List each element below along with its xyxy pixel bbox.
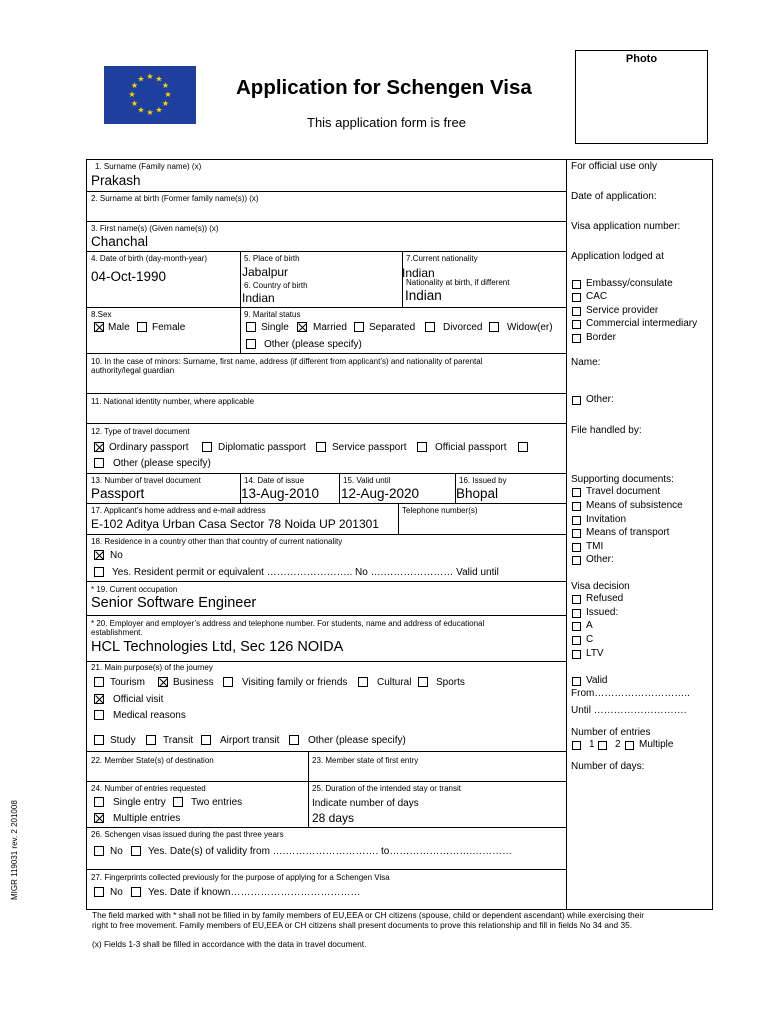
nationality-at-birth-label: Nationality at birth, if different (406, 278, 510, 287)
purpose-other-label: Other (please specify) (308, 735, 406, 746)
official-date-of-application: Date of application: (571, 191, 657, 202)
purpose-study-checkbox[interactable] (94, 735, 104, 745)
official-invitation-checkbox[interactable] (572, 516, 581, 525)
residence-yes-label: Yes. Resident permit or equivalent …………………….. No ….………………… Valid until (112, 567, 499, 578)
svg-text:★: ★ (155, 105, 163, 115)
eu-flag-logo (104, 66, 196, 124)
entries-single-checkbox[interactable] (94, 797, 104, 807)
telephone-label: Telephone number(s) (402, 506, 478, 515)
purpose-official-checkbox[interactable] (94, 694, 104, 704)
date-of-birth-label: 4. Date of birth (day-month-year) (91, 254, 208, 263)
travel-document-type-label: 12. Type of travel document (91, 427, 190, 436)
official-a-checkbox[interactable] (572, 622, 581, 631)
first-name-label: 3. First name(s) (Given name(s)) (x) (91, 224, 219, 233)
svg-text:★: ★ (164, 90, 172, 99)
official-a-label: A (586, 620, 593, 631)
form-code: MIGR 119031 rev. 2 201008 (10, 800, 19, 900)
official-border-label: Border (586, 332, 617, 343)
official-cac-label: CAC (586, 291, 608, 302)
occupation-label: * 19. Current occupation (91, 585, 178, 594)
sex-male-checkbox[interactable] (94, 322, 104, 332)
footer-note-1-line-1: The field marked with * shall not be filled in by family members of EU,EEA or CH citizens (spouse, child or dependent ascendant) while exercising their (92, 910, 645, 920)
purpose-business-checkbox[interactable] (158, 677, 168, 687)
svg-text:★: ★ (161, 81, 170, 90)
official-visa-application-number: Visa application number: (571, 221, 681, 232)
marital-divorced-checkbox[interactable] (425, 322, 435, 332)
entries-multiple-label: Multiple entries (113, 813, 181, 824)
purpose-medical-checkbox[interactable] (94, 710, 104, 720)
marital-other-checkbox[interactable] (246, 339, 256, 349)
first-entry-state-label: 23. Member state of first entry (312, 756, 419, 765)
national-id-label: 11. National identity number, where applicable (91, 397, 255, 406)
date-of-birth-value[interactable]: 04-Oct-1990 (91, 269, 167, 284)
official-other2-label: Other: (586, 554, 614, 565)
surname-at-birth-label: 2. Surname at birth (Former family name(s)) (x) (91, 194, 259, 203)
doc-service-label: Service passport (332, 442, 407, 453)
official-number-of-entries: Number of entries (571, 727, 651, 738)
official-valid-label: Valid (586, 675, 608, 686)
residence-label: 18. Residence in a country other than that country of current nationality (91, 537, 343, 546)
duration-value[interactable]: 28 days (312, 811, 355, 825)
doc-diplomatic-label: Diplomatic passport (218, 442, 306, 453)
svg-text:★: ★ (130, 81, 139, 90)
fingerprints-no-label: No (110, 887, 123, 898)
official-transport-label: Means of transport (586, 527, 670, 538)
purpose-tourism-checkbox[interactable] (94, 677, 104, 687)
marital-separated-checkbox[interactable] (354, 322, 364, 332)
official-issued-checkbox[interactable] (572, 609, 581, 618)
marital-widow-label: Widow(er) (507, 322, 553, 333)
marital-married-label: Married (313, 322, 347, 333)
official-border-checkbox[interactable] (572, 334, 581, 343)
current-nationality-value[interactable]: Indian (402, 266, 435, 280)
minors-guardian-label-2: authority/legal guardian (91, 366, 175, 375)
fingerprints-no-checkbox[interactable] (94, 887, 104, 897)
photo-box[interactable] (575, 50, 708, 144)
official-other2-checkbox[interactable] (572, 556, 581, 565)
issued-by-label: 16. Issued by (459, 476, 507, 485)
official-use-title: For official use only (571, 161, 657, 172)
official-invitation-label: Invitation (586, 514, 627, 525)
svg-text:★: ★ (146, 72, 154, 81)
doc-extra-checkbox[interactable] (518, 442, 528, 452)
surname-label: 1. Surname (Family name) (x) (95, 162, 202, 171)
photo-label: Photo (625, 53, 658, 65)
purpose-airport-checkbox[interactable] (201, 735, 211, 745)
purpose-tourism-label: Tourism (110, 677, 146, 688)
purpose-airport-label: Airport transit (220, 735, 280, 746)
marital-separated-label: Separated (369, 322, 416, 333)
official-travel-doc-label: Travel document (586, 486, 661, 497)
marital-married-checkbox[interactable] (297, 322, 307, 332)
country-of-birth-label: 6. Country of birth (244, 281, 308, 290)
surname-value[interactable]: Prakash (91, 173, 141, 188)
employer-value[interactable]: HCL Technologies Ltd, Sec 126 NOIDA (91, 639, 344, 655)
svg-text:★: ★ (137, 105, 145, 115)
home-address-value[interactable]: E-102 Aditya Urban Casa Sector 78 Noida UP 201301 (91, 517, 379, 531)
marital-single-label: Single (261, 322, 289, 333)
duration-sub-label: Indicate number of days (312, 798, 419, 809)
travel-doc-number-value[interactable]: Passport (91, 486, 145, 501)
official-embassy-label: Embassy/consulate (586, 278, 673, 289)
official-entries-multiple-label: Multiple (639, 739, 674, 750)
travel-doc-number-label: 13. Number of travel document (91, 476, 201, 485)
official-refused-label: Refused (586, 593, 624, 604)
entries-single-label: Single entry (113, 797, 166, 808)
official-handled-by: File handled by: (571, 425, 642, 436)
official-embassy-checkbox[interactable] (572, 280, 581, 289)
purpose-medical-label: Medical reasons (113, 710, 186, 721)
svg-text:★: ★ (161, 99, 170, 108)
past-visas-no-checkbox[interactable] (94, 846, 104, 856)
official-travel-doc-checkbox[interactable] (572, 488, 581, 497)
past-visas-label: 26. Schengen visas issued during the past three years (91, 830, 284, 839)
svg-text:★: ★ (137, 74, 145, 84)
official-entries-2-checkbox[interactable] (598, 741, 607, 750)
fingerprints-label: 27. Fingerprints collected previously for the purpose of applying for a Schengen Visa (91, 873, 390, 882)
doc-official-label: Official passport (435, 442, 507, 453)
official-valid-checkbox[interactable] (572, 677, 581, 686)
official-service-provider-label: Service provider (586, 305, 659, 316)
sex-male-label: Male (108, 322, 130, 333)
entries-multiple-checkbox[interactable] (94, 813, 104, 823)
minors-guardian-label-1: 10. In the case of minors: Surname, first name, address (if different from applicant’s) and nationality of parental (91, 357, 483, 366)
svg-text:★: ★ (146, 108, 154, 117)
footer-note-1-line-2: right to free movement. Family members of EU,EEA or CH citizens shall present documents to prove this relationship and fill in fields No 34 and 35. (92, 920, 633, 930)
footer-note-2: (x) Fields 1-3 shall be filled in accordance with the data in travel document. (92, 939, 367, 949)
official-column-divider (566, 160, 567, 909)
official-c-label: C (586, 634, 594, 645)
official-visa-decision: Visa decision (571, 581, 630, 592)
doc-official-checkbox[interactable] (417, 442, 427, 452)
entries-requested-label: 24. Number of entries requested (91, 784, 206, 793)
svg-text:★: ★ (155, 74, 163, 84)
purpose-transit-checkbox[interactable] (146, 735, 156, 745)
official-commercial-label: Commercial intermediary (586, 318, 698, 329)
employer-label-1: * 20. Employer and employer’s address and telephone number. For students, name and address of educational (91, 619, 485, 628)
official-cac-checkbox[interactable] (572, 293, 581, 302)
home-address-label: 17. Applicant’s home address and e-mail address (91, 506, 266, 515)
official-transport-checkbox[interactable] (572, 529, 581, 538)
marital-status-label: 9. Marital status (244, 310, 301, 319)
official-service-provider-checkbox[interactable] (572, 307, 581, 316)
marital-other-label: Other (please specify) (264, 339, 362, 350)
destination-state-label: 22. Member State(s) of destination (91, 756, 214, 765)
official-lodged-at: Application lodged at (571, 251, 664, 262)
official-c-checkbox[interactable] (572, 636, 581, 645)
residence-no-checkbox[interactable] (94, 550, 104, 560)
official-other1-checkbox[interactable] (572, 396, 581, 405)
issued-by-value[interactable]: Bhopal (456, 486, 499, 501)
sex-female-label: Female (152, 322, 186, 333)
purpose-official-label: Official visit (113, 694, 164, 705)
svg-text:★: ★ (130, 99, 139, 108)
fingerprints-yes-checkbox[interactable] (131, 887, 141, 897)
doc-diplomatic-checkbox[interactable] (202, 442, 212, 452)
official-number-of-days: Number of days: (571, 761, 645, 772)
purpose-visiting-label: Visiting family or friends (242, 677, 348, 688)
official-name-label: Name: (571, 357, 601, 368)
form-subtitle: This application form is free (307, 115, 466, 130)
official-from: From……………………….. (571, 688, 690, 699)
official-entries-2-label: 2 (615, 739, 621, 750)
entries-two-label: Two entries (191, 797, 243, 808)
duration-label: 25. Duration of the intended stay or transit (312, 784, 461, 793)
doc-other-label: Other (please specify) (113, 458, 211, 469)
purpose-label: 21. Main purpose(s) of the journey (91, 663, 213, 672)
valid-until-label: 15. Valid until (343, 476, 391, 485)
official-until: Until ………………………. (571, 705, 687, 716)
application-form-frame (86, 159, 713, 910)
marital-divorced-label: Divorced (443, 322, 483, 333)
purpose-transit-label: Transit (163, 735, 194, 746)
official-subsistence-label: Means of subsistence (586, 500, 683, 511)
marital-single-checkbox[interactable] (246, 322, 256, 332)
past-visas-yes-checkbox[interactable] (131, 846, 141, 856)
purpose-cultural-checkbox[interactable] (358, 677, 368, 687)
place-of-birth-value[interactable]: Jabalpur (242, 265, 289, 279)
entries-two-checkbox[interactable] (173, 797, 183, 807)
official-ltv-checkbox[interactable] (572, 650, 581, 659)
past-visas-no-label: No (110, 846, 123, 857)
first-name-value[interactable]: Chanchal (91, 234, 149, 249)
sex-label: 8.Sex (91, 310, 112, 319)
place-of-birth-label: 5. Place of birth (244, 254, 300, 263)
purpose-business-label: Business (173, 677, 214, 688)
official-commercial-checkbox[interactable] (572, 320, 581, 329)
doc-service-checkbox[interactable] (316, 442, 326, 452)
country-of-birth-value[interactable]: Indian (242, 291, 275, 305)
official-entries-1-label: 1 (589, 739, 595, 750)
occupation-value[interactable]: Senior Software Engineer (91, 595, 257, 611)
nationality-at-birth-value[interactable]: Indian (405, 288, 442, 303)
purpose-sports-label: Sports (436, 677, 465, 688)
residence-yes-checkbox[interactable] (94, 567, 104, 577)
official-issued-label: Issued: (586, 607, 619, 618)
doc-ordinary-checkbox[interactable] (94, 442, 104, 452)
official-tmi-checkbox[interactable] (572, 543, 581, 552)
valid-until-value[interactable]: 12-Aug-2020 (341, 486, 420, 501)
official-other1-label: Other: (586, 394, 614, 405)
official-tmi-label: TMI (586, 541, 604, 552)
purpose-visiting-checkbox[interactable] (223, 677, 233, 687)
current-nationality-label: 7.Current nationality (406, 254, 478, 263)
svg-text:★: ★ (128, 90, 136, 99)
doc-other-checkbox[interactable] (94, 458, 104, 468)
official-supporting-label: Supporting documents: (571, 474, 674, 485)
fingerprints-yes-label: Yes. Date if known………………………………… (148, 887, 361, 898)
official-entries-1-checkbox[interactable] (572, 741, 581, 750)
past-visas-yes-label: Yes. Date(s) of validity from ….………………………. to…………………….………… (148, 846, 513, 857)
official-refused-checkbox[interactable] (572, 595, 581, 604)
sex-female-checkbox[interactable] (137, 322, 147, 332)
marital-widow-checkbox[interactable] (489, 322, 499, 332)
residence-no-label: No (110, 550, 123, 561)
purpose-cultural-label: Cultural (377, 677, 412, 688)
date-of-issue-value[interactable]: 13-Aug-2010 (241, 486, 320, 501)
date-of-issue-label: 14. Date of issue (244, 476, 305, 485)
official-subsistence-checkbox[interactable] (572, 502, 581, 511)
official-entries-multiple-checkbox[interactable] (625, 741, 634, 750)
employer-label-2: establishment. (91, 628, 143, 637)
official-ltv-label: LTV (586, 648, 604, 659)
purpose-sports-checkbox[interactable] (418, 677, 428, 687)
purpose-other-checkbox[interactable] (289, 735, 299, 745)
form-title: Application for Schengen Visa (236, 76, 532, 99)
doc-ordinary-label: Ordinary passport (109, 442, 189, 453)
purpose-study-label: Study (110, 735, 136, 746)
